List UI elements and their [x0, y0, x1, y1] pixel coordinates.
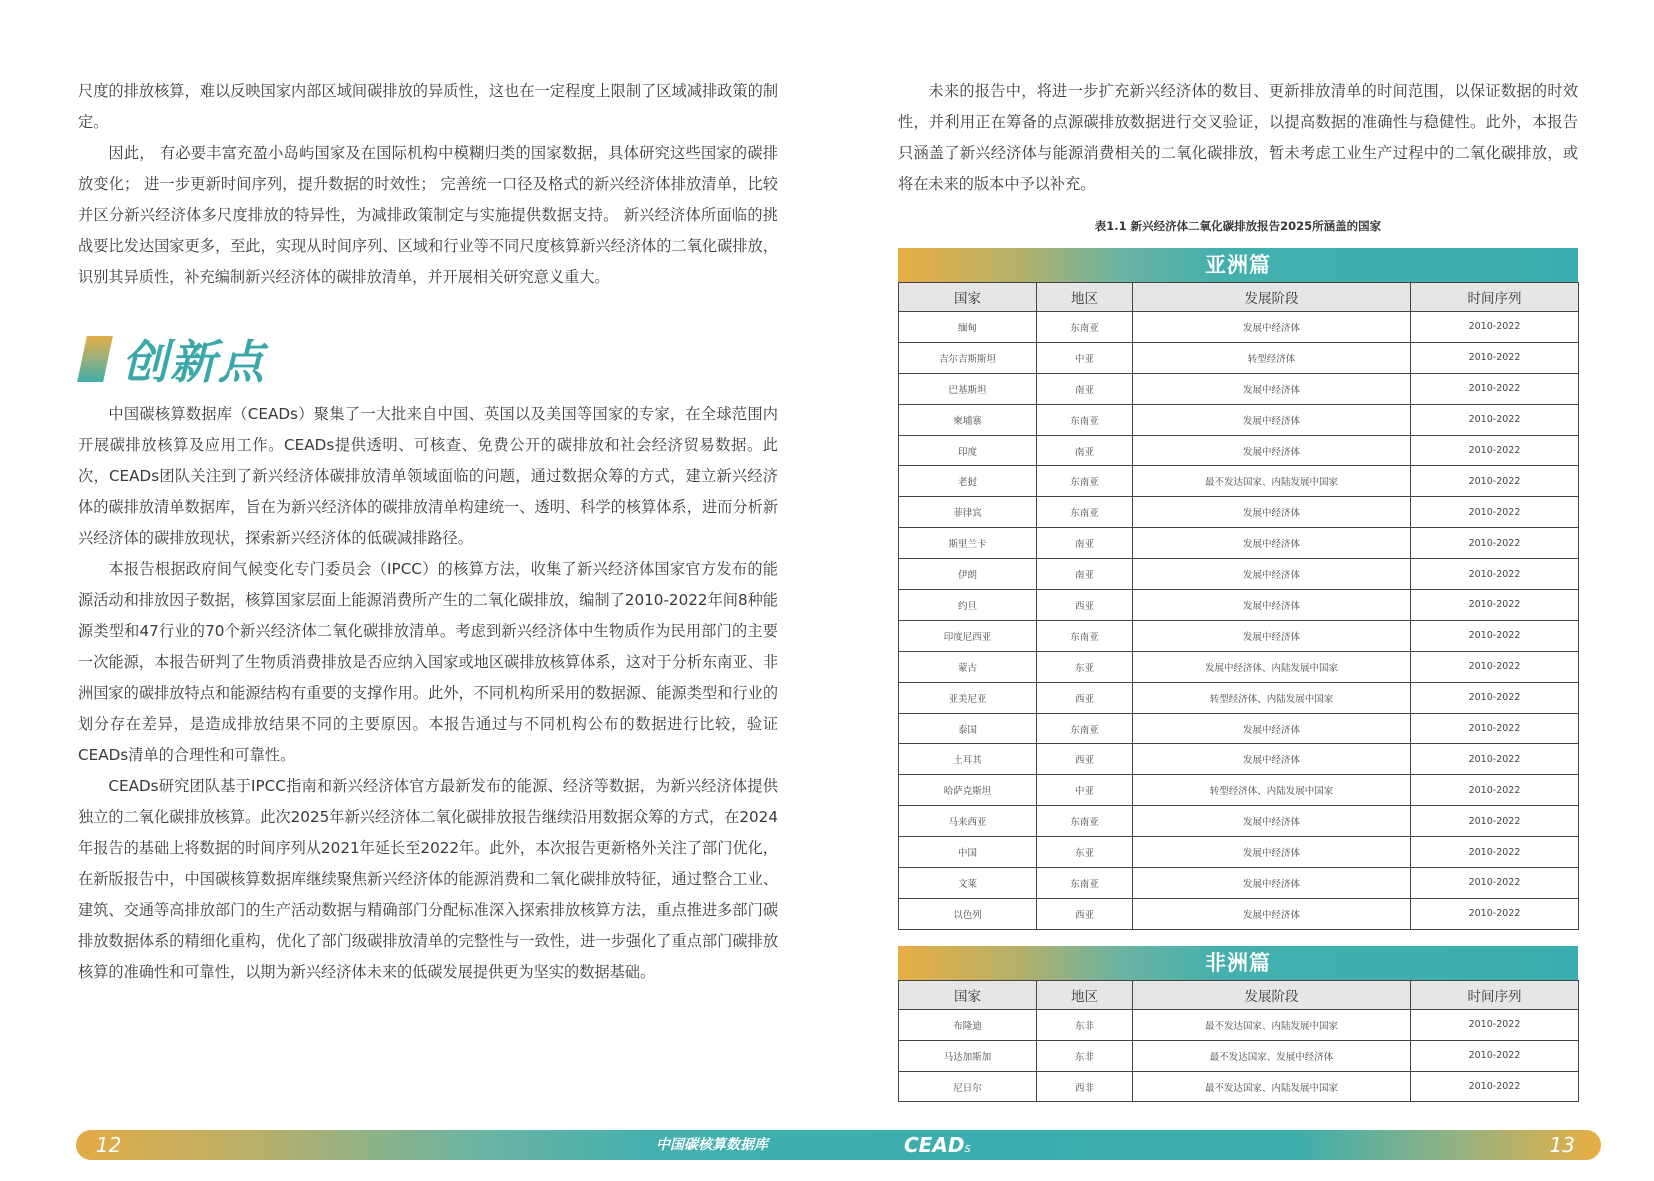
table-row: [899, 1040, 1579, 1071]
table-row: [899, 837, 1579, 868]
asia-table-block: [898, 248, 1578, 930]
cell-series: 2010-2022: [1411, 528, 1579, 559]
table-row: [899, 528, 1579, 559]
body-paragraph-3: CEADs研究团队基于IPCC指南和新兴经济体官方最新发布的能源、经济等数据，为新兴经济体提供独立的二氧化碳排放核算。此次2025年新兴经济体二氧化碳排放报告继续沿用数据众筹的方式，在2024年报告的基础上将数据的时间序列从2021年延长至2022年。此外，本次报告更新格外关注了部门优化，在新版报告中，中国碳核算数据库继续聚焦新兴经济体的能源消费和二氧化碳排放特征，通过整合工业、建筑、交通等高排放部门的生产活动数据与精确部门分配标准深入探索排放核算方法，重点推进多部门碳排放数据体系的精细化重构，优化了部门级碳排放清单的完整性与一致性，进一步强化了重点部门碳排放核算的准确性和可靠性，以期为新兴经济体未来的低碳发展提供更为坚实的数据基础。: [78, 777, 778, 981]
cell-country: 马来西亚: [899, 806, 1037, 837]
cell-country: 伊朗: [899, 559, 1037, 590]
cell-country: 亚美尼亚: [899, 682, 1037, 713]
cell-region: 东南亚: [1037, 806, 1133, 837]
cell-country: 菲律宾: [899, 497, 1037, 528]
cell-country: 缅甸: [899, 312, 1037, 343]
cell-country: 土耳其: [899, 744, 1037, 775]
cell-stage: 最不发达国家、发展中经济体: [1133, 1040, 1411, 1071]
cell-stage: 发展中经济体、内陆发展中国家: [1133, 651, 1411, 682]
table-header-row: [899, 980, 1579, 1009]
header-stage: 发展阶段: [1133, 980, 1411, 1009]
africa-table: [898, 980, 1579, 1103]
table-row: [899, 651, 1579, 682]
cell-region: 东亚: [1037, 837, 1133, 868]
table-row: [899, 713, 1579, 744]
right-page: [898, 76, 1578, 1102]
table-row: [899, 898, 1579, 929]
cell-stage: 发展中经济体: [1133, 435, 1411, 466]
table-row: [899, 806, 1579, 837]
cell-stage: 发展中经济体: [1133, 312, 1411, 343]
cell-region: 东南亚: [1037, 497, 1133, 528]
ceads-logo: [904, 1130, 971, 1163]
table-row: [899, 744, 1579, 775]
africa-table-block: [898, 946, 1578, 1103]
footer-database-name: 中国碳核算数据库: [656, 1137, 768, 1153]
cell-region: 南亚: [1037, 373, 1133, 404]
cell-stage: 发展中经济体: [1133, 806, 1411, 837]
table-row: [899, 373, 1579, 404]
table-row: [899, 620, 1579, 651]
cell-series: 2010-2022: [1411, 590, 1579, 621]
logo-main-text: CEAD: [904, 1133, 965, 1157]
table-row: [899, 466, 1579, 497]
cell-region: 南亚: [1037, 559, 1133, 590]
cell-region: 东南亚: [1037, 466, 1133, 497]
cell-country: 中国: [899, 837, 1037, 868]
cell-series: 2010-2022: [1411, 775, 1579, 806]
cell-region: 西亚: [1037, 744, 1133, 775]
cell-stage: 发展中经济体: [1133, 620, 1411, 651]
cell-stage: 最不发达国家、内陆发展中国家: [1133, 466, 1411, 497]
page-number-left: 12: [96, 1133, 122, 1157]
cell-series: 2010-2022: [1411, 868, 1579, 899]
cell-region: 南亚: [1037, 528, 1133, 559]
cell-region: 东非: [1037, 1009, 1133, 1040]
table-row: [899, 868, 1579, 899]
cell-series: 2010-2022: [1411, 620, 1579, 651]
table-row: [899, 435, 1579, 466]
cell-stage: 发展中经济体: [1133, 898, 1411, 929]
table-row: [899, 559, 1579, 590]
cell-series: 2010-2022: [1411, 435, 1579, 466]
header-country: 国家: [899, 283, 1037, 312]
cell-stage: 发展中经济体: [1133, 837, 1411, 868]
table-header-row: [899, 283, 1579, 312]
cell-country: 哈萨克斯坦: [899, 775, 1037, 806]
cell-stage: 发展中经济体: [1133, 868, 1411, 899]
cell-country: 斯里兰卡: [899, 528, 1037, 559]
table-row: [899, 590, 1579, 621]
cell-region: 东亚: [1037, 651, 1133, 682]
cell-stage: 发展中经济体: [1133, 404, 1411, 435]
header-stage: 发展阶段: [1133, 283, 1411, 312]
cell-series: 2010-2022: [1411, 466, 1579, 497]
cell-country: 蒙古: [899, 651, 1037, 682]
table-caption: 表1.1 新兴经济体二氧化碳排放报告2025所涵盖的国家: [1094, 219, 1382, 233]
logo-sub-text: s: [964, 1141, 971, 1155]
table-row: [899, 775, 1579, 806]
cell-country: 吉尔吉斯斯坦: [899, 342, 1037, 373]
table-row: [899, 404, 1579, 435]
header-region: 地区: [1037, 980, 1133, 1009]
asia-table: [898, 282, 1579, 930]
cell-series: 2010-2022: [1411, 806, 1579, 837]
header-country: 国家: [899, 980, 1037, 1009]
header-region: 地区: [1037, 283, 1133, 312]
cell-stage: 发展中经济体: [1133, 590, 1411, 621]
cell-stage: 转型经济体、内陆发展中国家: [1133, 682, 1411, 713]
cell-stage: 最不发达国家、内陆发展中国家: [1133, 1071, 1411, 1102]
left-page: [78, 76, 778, 988]
cell-series: 2010-2022: [1411, 497, 1579, 528]
cell-country: 印度: [899, 435, 1037, 466]
cell-region: 东南亚: [1037, 868, 1133, 899]
table-row: [899, 497, 1579, 528]
cell-region: 东南亚: [1037, 312, 1133, 343]
cell-region: 东非: [1037, 1040, 1133, 1071]
cell-series: 2010-2022: [1411, 342, 1579, 373]
cell-country: 约旦: [899, 590, 1037, 621]
cell-country: 印度尼西亚: [899, 620, 1037, 651]
cell-stage: 最不发达国家、内陆发展中国家: [1133, 1009, 1411, 1040]
africa-banner: 非洲篇: [898, 946, 1578, 980]
cell-region: 东南亚: [1037, 713, 1133, 744]
cell-series: 2010-2022: [1411, 682, 1579, 713]
cell-region: 西亚: [1037, 682, 1133, 713]
cell-series: 2010-2022: [1411, 744, 1579, 775]
cell-country: 柬埔寨: [899, 404, 1037, 435]
cell-country: 尼日尔: [899, 1071, 1037, 1102]
cell-region: 东南亚: [1037, 620, 1133, 651]
cell-stage: 发展中经济体: [1133, 528, 1411, 559]
cell-country: 老挝: [899, 466, 1037, 497]
table-row: [899, 682, 1579, 713]
table-row: [899, 312, 1579, 343]
cell-stage: 发展中经济体: [1133, 373, 1411, 404]
body-paragraph-1: 中国碳核算数据库（CEADs）聚集了一大批来自中国、英国以及美国等国家的专家，在全球范围内开展碳排放核算及应用工作。CEADs提供透明、可核查、免费公开的碳排放和社会经济贸易数据。此次，CEADs团队关注到了新兴经济体碳排放清单领域面临的问题，通过数据众筹的方式，建立新兴经济体的碳排放清单数据库，旨在为新兴经济体的碳排放清单构建统一、透明、科学的核算体系，进而分析新兴经济体的碳排放现状，探索新兴经济体的低碳减排路径。: [78, 405, 778, 547]
cell-country: 巴基斯坦: [899, 373, 1037, 404]
cell-stage: 发展中经济体: [1133, 559, 1411, 590]
table-row: [899, 1009, 1579, 1040]
header-series: 时间序列: [1411, 980, 1579, 1009]
cell-region: 西非: [1037, 1071, 1133, 1102]
section-title: 创新点: [122, 335, 266, 389]
cell-stage: 发展中经济体: [1133, 744, 1411, 775]
cell-series: 2010-2022: [1411, 404, 1579, 435]
cell-series: 2010-2022: [1411, 651, 1579, 682]
page-number-right: 13: [1549, 1133, 1575, 1157]
cell-region: 西亚: [1037, 898, 1133, 929]
cell-stage: 转型经济体、内陆发展中国家: [1133, 775, 1411, 806]
cell-series: 2010-2022: [1411, 312, 1579, 343]
cell-country: 文莱: [899, 868, 1037, 899]
right-intro-paragraph: 未来的报告中，将进一步扩充新兴经济体的数目、更新排放清单的时间范围，以保证数据的时效性，并利用正在筹备的点源碳排放数据进行交叉验证，以提高数据的准确性与稳健性。此外，本报告只涵盖了新兴经济体与能源消费相关的二氧化碳排放，暂未考虑工业生产过程中的二氧化碳排放，或将在未来的版本中予以补充。: [898, 82, 1578, 193]
cell-series: 2010-2022: [1411, 1071, 1579, 1102]
footer-bar: [76, 1130, 1601, 1160]
table-row: [899, 1071, 1579, 1102]
header-series: 时间序列: [1411, 283, 1579, 312]
cell-country: 布隆迪: [899, 1009, 1037, 1040]
cell-region: 南亚: [1037, 435, 1133, 466]
cell-region: 中亚: [1037, 775, 1133, 806]
cell-series: 2010-2022: [1411, 1009, 1579, 1040]
cell-series: 2010-2022: [1411, 713, 1579, 744]
table-row: [899, 342, 1579, 373]
asia-banner: 亚洲篇: [898, 248, 1578, 282]
intro-paragraph-1: 尺度的排放核算，难以反映国家内部区域间碳排放的异质性，这也在一定程度上限制了区域减排政策的制定。: [78, 82, 778, 131]
cell-series: 2010-2022: [1411, 1040, 1579, 1071]
cell-country: 以色列: [899, 898, 1037, 929]
cell-stage: 发展中经济体: [1133, 713, 1411, 744]
intro-paragraph-2: 因此， 有必要丰富充盈小岛屿国家及在国际机构中模糊归类的国家数据，具体研究这些国家的碳排放变化； 进一步更新时间序列，提升数据的时效性； 完善统一口径及格式的新兴经济体排放清单，比较并区分新兴经济体多尺度排放的特异性，为减排政策制定与实施提供数据支持。 新兴经济体所面临的挑战要比发达国家更多，至此，实现从时间序列、区域和行业等不同尺度核算新兴经济体的二氧化碳排放， 识别其异质性，补充编制新兴经济体的碳排放清单，并开展相关研究意义重大。: [78, 144, 778, 286]
cell-series: 2010-2022: [1411, 837, 1579, 868]
section-marker-icon: [77, 336, 113, 382]
cell-stage: 发展中经济体: [1133, 497, 1411, 528]
cell-region: 中亚: [1037, 342, 1133, 373]
cell-series: 2010-2022: [1411, 898, 1579, 929]
cell-country: 泰国: [899, 713, 1037, 744]
section-heading: [78, 331, 778, 387]
cell-region: 西亚: [1037, 590, 1133, 621]
cell-region: 东南亚: [1037, 404, 1133, 435]
body-paragraph-2: 本报告根据政府间气候变化专门委员会（IPCC）的核算方法，收集了新兴经济体国家官方发布的能源活动和排放因子数据，核算国家层面上能源消费所产生的二氧化碳排放，编制了2010-2022年间8种能源类型和47行业的70个新兴经济体二氧化碳排放清单。考虑到新兴经济体中生物质作为民用部门的主要一次能源，本报告研判了生物质消费排放是否应纳入国家或地区碳排放核算体系，这对于分析东南亚、非洲国家的碳排放特点和能源结构有重要的支撑作用。此外，不同机构所采用的数据源、能源类型和行业的划分存在差异，是造成排放结果不同的主要原因。本报告通过与不同机构公布的数据进行比较，验证CEADs清单的合理性和可靠性。: [78, 560, 778, 764]
cell-series: 2010-2022: [1411, 559, 1579, 590]
cell-series: 2010-2022: [1411, 373, 1579, 404]
cell-stage: 转型经济体: [1133, 342, 1411, 373]
cell-country: 马达加斯加: [899, 1040, 1037, 1071]
